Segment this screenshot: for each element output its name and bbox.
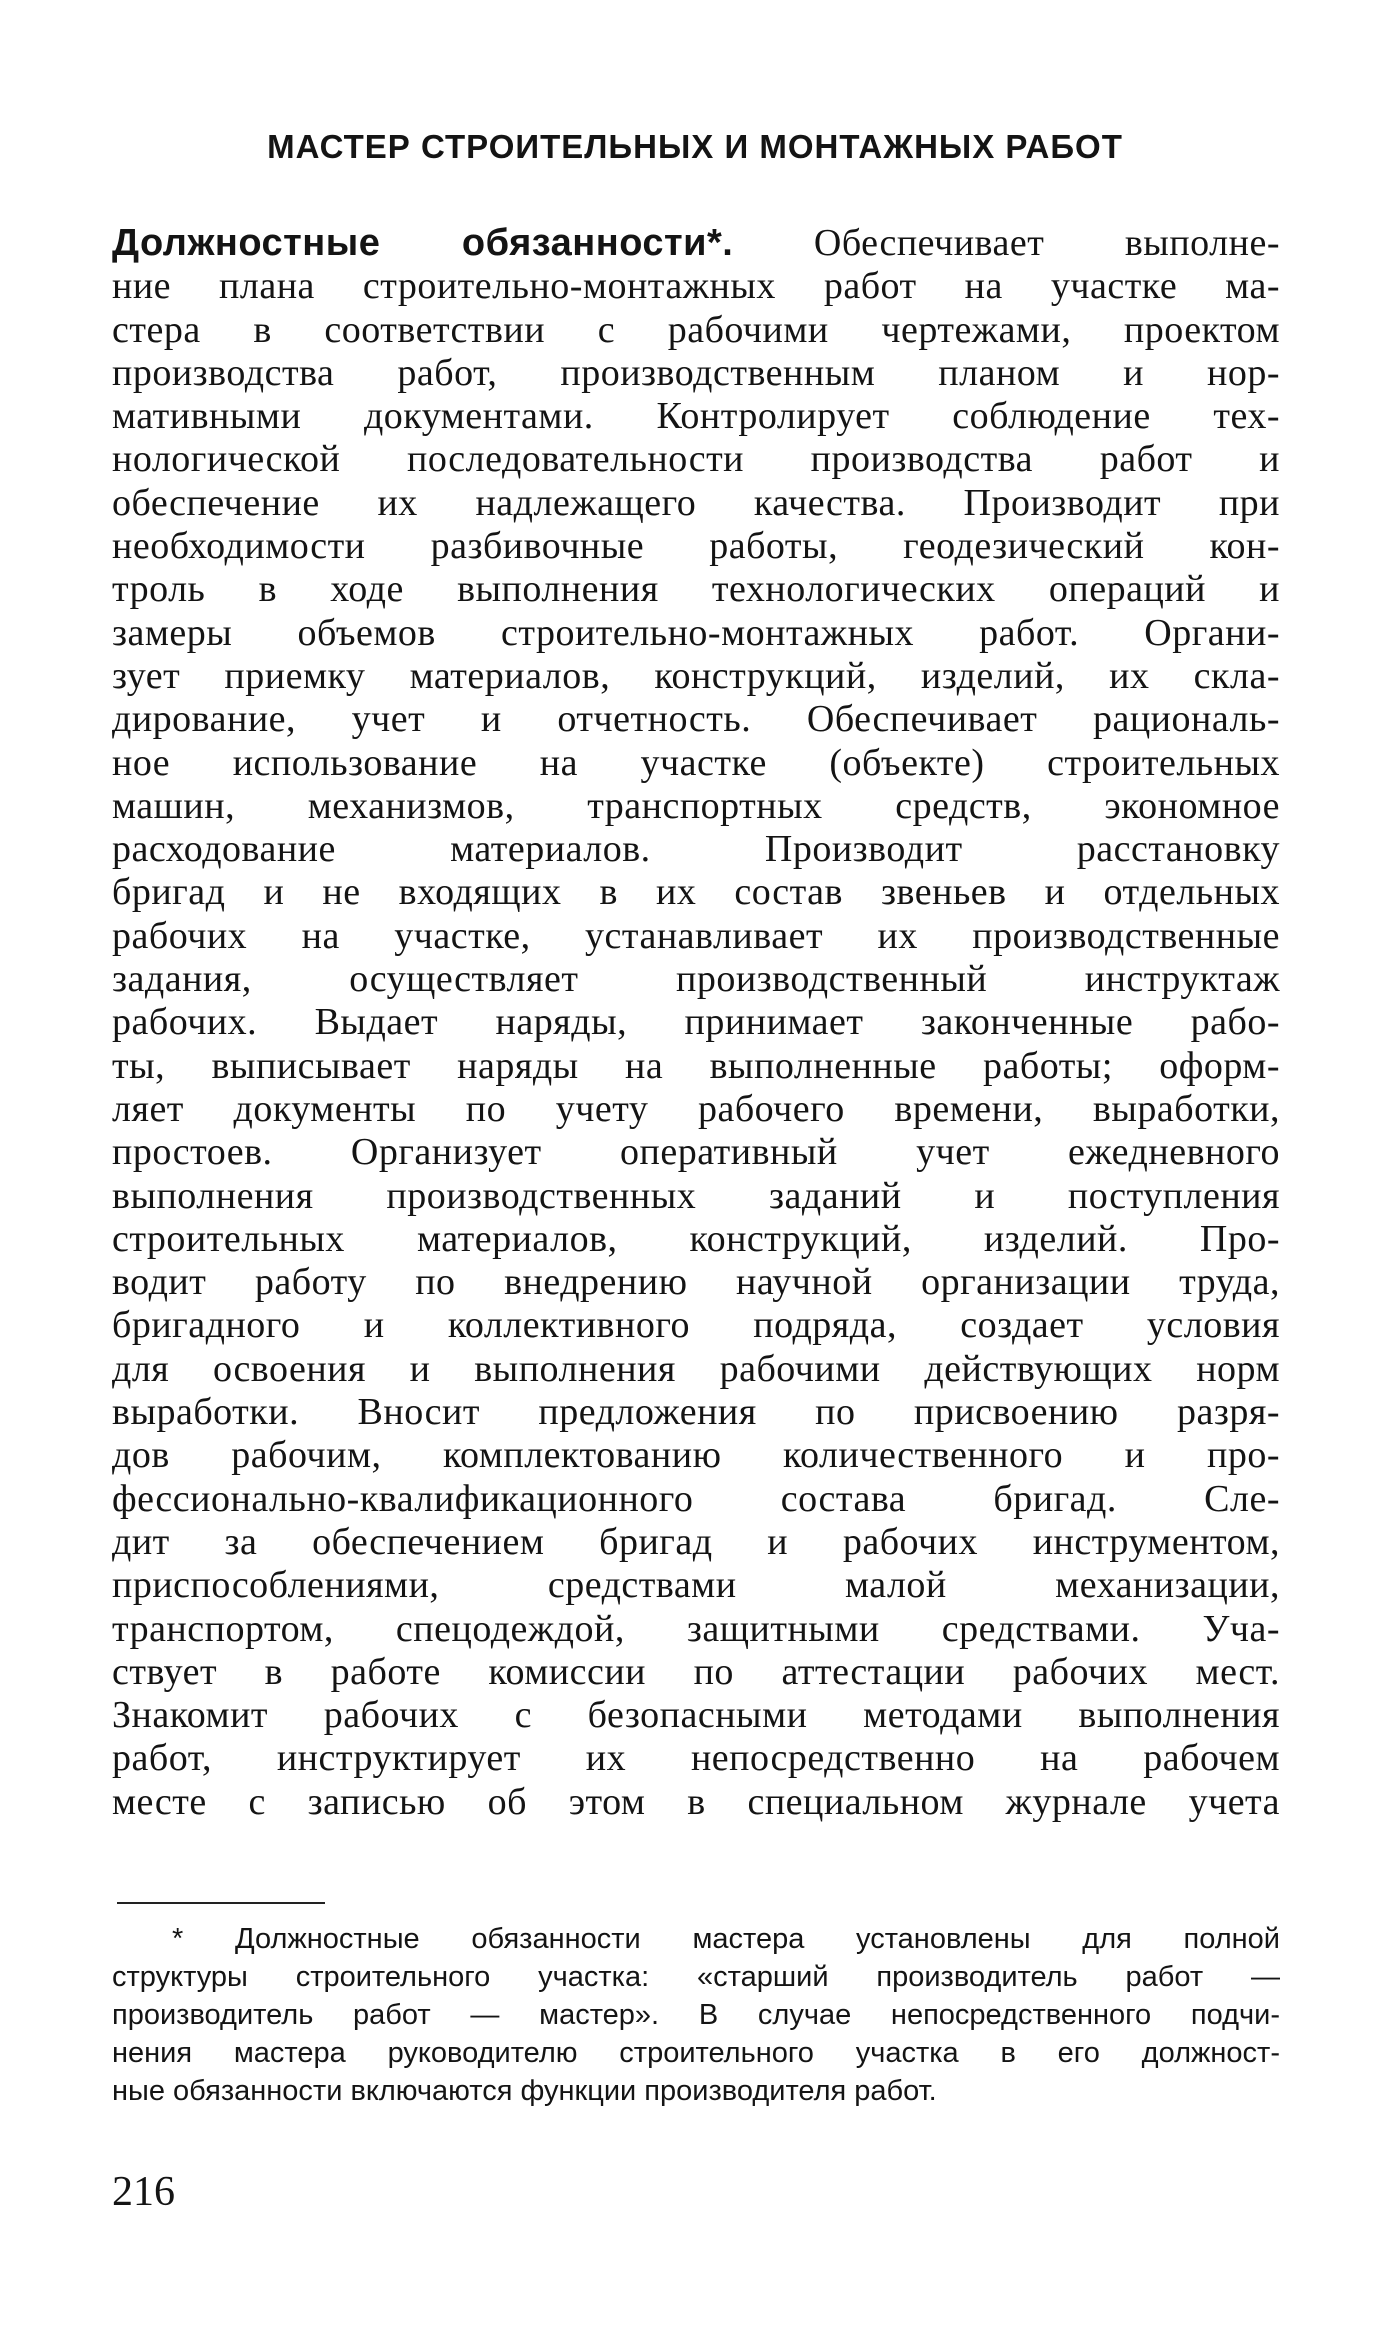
paragraph-line: обеспечение их надлежащего качества. Производит при bbox=[112, 481, 1280, 524]
paragraph-line: рабочих на участке, устанавливает их производственные bbox=[112, 914, 1280, 957]
paragraph-line: задания, осуществляет производственный инструктаж bbox=[112, 958, 1280, 1001]
paragraph-line: работ, инструктирует их непосредственно на рабочем bbox=[112, 1737, 1280, 1780]
paragraph-line: мативными документами. Контролирует соблюдение тех- bbox=[112, 395, 1280, 438]
paragraph-line: водит работу по внедрению научной организации труда, bbox=[112, 1261, 1280, 1304]
paragraph-line: дов рабочим, комплектованию количественного и про- bbox=[112, 1434, 1280, 1477]
paragraph-line: троль в ходе выполнения технологических операций и bbox=[112, 568, 1280, 611]
paragraph-line: дирование, учет и отчетность. Обеспечивает рациональ- bbox=[112, 698, 1280, 741]
paragraph-line: стера в соответствии с рабочими чертежами, проектом bbox=[112, 308, 1280, 351]
paragraph-line: рабочих. Выдает наряды, принимает законченные рабо- bbox=[112, 1001, 1280, 1044]
paragraph-line: фессионально-квалификационного состава бригад. Сле- bbox=[112, 1477, 1280, 1520]
paragraph-line: бригад и не входящих в их состав звеньев и отдельных bbox=[112, 871, 1280, 914]
paragraph-line: ствует в работе комиссии по аттестации рабочих мест. bbox=[112, 1650, 1280, 1693]
footnote-line: ные обязанности включаются функции производителя работ. bbox=[112, 2075, 937, 2107]
paragraph-line: машин, механизмов, транспортных средств, экономное bbox=[112, 784, 1280, 827]
page-number: 216 bbox=[112, 2169, 175, 2215]
paragraph-line: производства работ, производственным планом и нор- bbox=[112, 351, 1280, 394]
footnote-line: * Должностные обязанности мастера установлены для полной bbox=[172, 1923, 1280, 1955]
paragraph-line: ты, выписывает наряды на выполненные работы; оформ- bbox=[112, 1044, 1280, 1087]
main-paragraph bbox=[112, 222, 1280, 1824]
footnote bbox=[112, 1920, 1280, 2110]
paragraph-line: ние плана строительно-монтажных работ на участке ма- bbox=[112, 265, 1280, 308]
paragraph-line: простоев. Организует оперативный учет ежедневного bbox=[112, 1131, 1280, 1174]
paragraph-line: приспособлениями, средствами малой механизации, bbox=[112, 1564, 1280, 1607]
paragraph-first-line bbox=[112, 222, 1280, 265]
footnote-line: производитель работ — мастер». В случае непосредственного подчи- bbox=[112, 1999, 1280, 2031]
paragraph-line: зует приемку материалов, конструкций, изделий, их скла- bbox=[112, 654, 1280, 697]
paragraph-line: нологической последовательности производства работ и bbox=[112, 438, 1280, 481]
paragraph-line: расходование материалов. Производит расстановку bbox=[112, 828, 1280, 871]
footnote-line: структуры строительного участка: «старший производитель работ — bbox=[112, 1961, 1280, 1993]
paragraph-line: для освоения и выполнения рабочими действующих норм bbox=[112, 1347, 1280, 1390]
paragraph-line: дит за обеспечением бригад и рабочих инструментом, bbox=[112, 1520, 1280, 1563]
paragraph-line: выполнения производственных заданий и поступления bbox=[112, 1174, 1280, 1217]
paragraph-line: ляет документы по учету рабочего времени, выработки, bbox=[112, 1087, 1280, 1130]
footnote-line: нения мастера руководителю строительного участка в его должност- bbox=[112, 2037, 1280, 2069]
paragraph-line: ное использование на участке (объекте) строительных bbox=[112, 741, 1280, 784]
paragraph-line: необходимости разбивочные работы, геодезический кон- bbox=[112, 525, 1280, 568]
section-lead: Должностные обязанности*. bbox=[112, 222, 734, 264]
first-line-text: Обеспечивает выполне- bbox=[813, 222, 1280, 264]
paragraph-line: транспортом, спецодеждой, защитными средствами. Уча- bbox=[112, 1607, 1280, 1650]
paragraph-line: строительных материалов, конструкций, изделий. Про- bbox=[112, 1217, 1280, 1260]
paragraph-line: замеры объемов строительно-монтажных работ. Органи- bbox=[112, 611, 1280, 654]
paragraph-line: Знакомит рабочих с безопасными методами выполнения bbox=[112, 1694, 1280, 1737]
paragraph-line: выработки. Вносит предложения по присвоению разря- bbox=[112, 1391, 1280, 1434]
paragraph-line: бригадного и коллективного подряда, создает условия bbox=[112, 1304, 1280, 1347]
footnote-divider bbox=[117, 1902, 325, 1904]
paragraph-line: месте с записью об этом в специальном журнале учета bbox=[112, 1780, 1280, 1823]
page-title: МАСТЕР СТРОИТЕЛЬНЫХ И МОНТАЖНЫХ РАБОТ bbox=[267, 128, 1123, 165]
